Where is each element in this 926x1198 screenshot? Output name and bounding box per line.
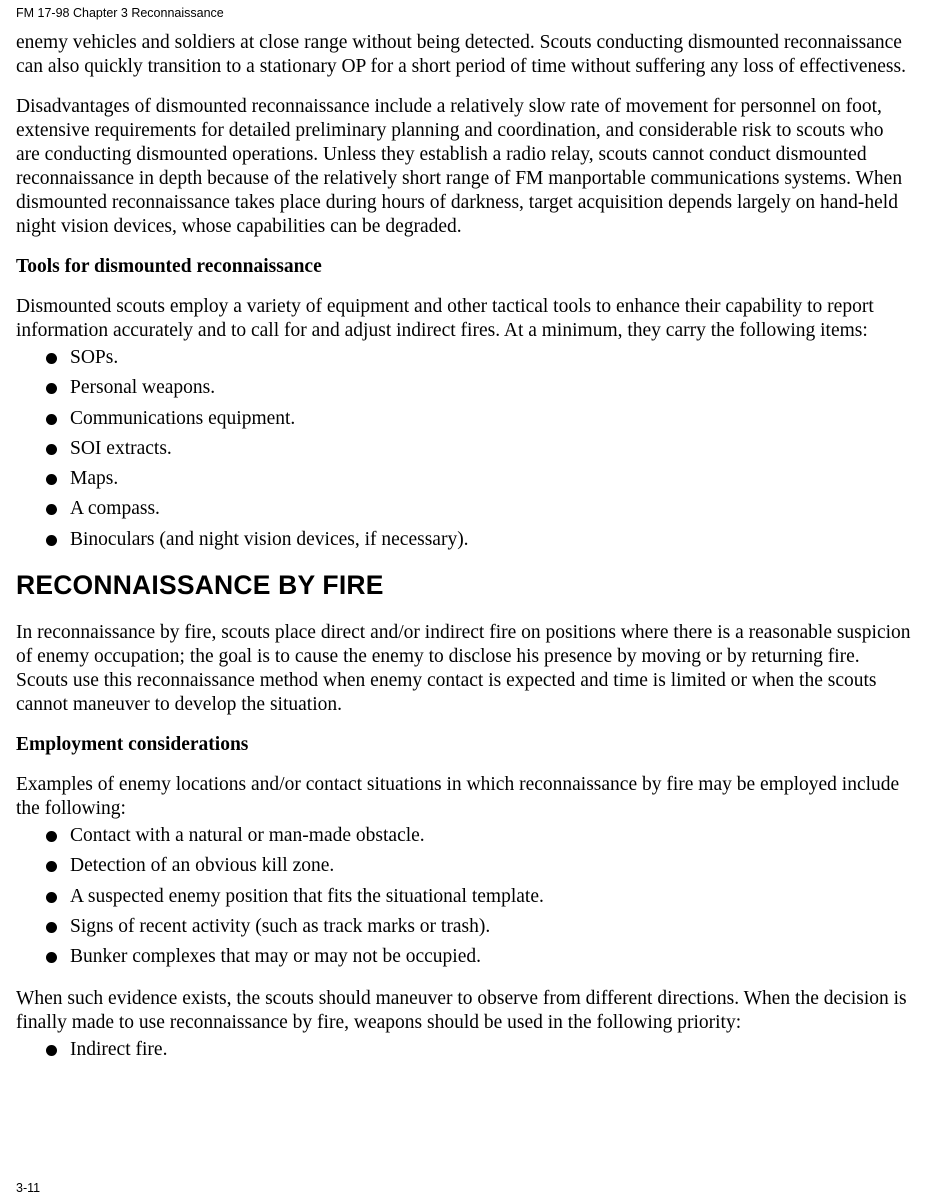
- list-item: [16, 343, 912, 373]
- bullet-icon: [46, 892, 57, 903]
- paragraph-intro-continuation: enemy vehicles and soldiers at close range without being detected. Scouts conducting dismounted reconnaissance can also quickly transition to a stationary OP for a short period of time without suffering any loss of effectiveness.: [16, 32, 906, 77]
- paragraph-disadvantages: Disadvantages of dismounted reconnaissance include a relatively slow rate of movement for personnel on foot, extensive requirements for detailed preliminary planning and coordination, and considerable risk to scouts who are conducting dismounted operations. Unless they establish a radio relay, scouts cannot conduct dismounted reconnaissance in depth because of the relatively short range of FM manportable communications systems. When dismounted reconnaissance takes place during hours of darkness, target acquisition depends largely on hand-held night vision devices, whose capabilities can be degraded.: [16, 96, 903, 237]
- list-item: [16, 434, 912, 464]
- tools-heading: Tools for dismounted reconnaissance: [16, 256, 322, 277]
- bullet-icon: [46, 504, 57, 515]
- list-item-text: Bunker complexes that may or may not be occupied.: [70, 946, 482, 968]
- paragraph-employment-intro: Examples of enemy locations and/or contact situations in which reconnaissance by fire may be employed include the following:: [16, 774, 900, 820]
- running-header: FM 17-98 Chapter 3 Reconnaissance: [16, 6, 224, 20]
- bullet-icon: [46, 952, 57, 963]
- bullet-icon: [46, 353, 57, 364]
- section-heading: RECONNAISSANCE BY FIRE: [16, 570, 384, 601]
- tools-list: [16, 343, 912, 555]
- bullet-icon: [46, 444, 57, 455]
- list-item-text: Signs of recent activity (such as track marks or trash).: [70, 915, 491, 937]
- bullet-icon: [46, 1045, 57, 1056]
- bullet-icon: [46, 383, 57, 394]
- list-item-text: Communications equipment.: [70, 407, 296, 429]
- list-item: [16, 525, 912, 555]
- list-item: [16, 882, 912, 912]
- list-item: [16, 373, 912, 403]
- list-item-text: SOPs.: [70, 347, 119, 368]
- list-item: [16, 942, 912, 972]
- list-item: [16, 1035, 912, 1065]
- list-item-text: Contact with a natural or man-made obstacle.: [70, 825, 425, 847]
- list-item-text: SOI extracts.: [70, 437, 172, 459]
- bullet-icon: [46, 474, 57, 485]
- list-item: [16, 912, 912, 942]
- list-item: [16, 821, 912, 851]
- bullet-icon: [46, 861, 57, 872]
- list-item-text: Detection of an obvious kill zone.: [70, 855, 335, 877]
- list-item: [16, 494, 912, 524]
- list-item: [16, 404, 912, 434]
- page-content: [16, 31, 912, 1079]
- list-item-text: Personal weapons.: [70, 377, 216, 399]
- bullet-icon: [46, 831, 57, 842]
- list-item-text: Indirect fire.: [70, 1038, 168, 1060]
- bullet-icon: [46, 535, 57, 546]
- paragraph-recon-by-fire: In reconnaissance by fire, scouts place direct and/or indirect fire on positions where there is a reasonable suspicion of enemy occupation; the goal is to cause the enemy to disclose his presence by moving or by returning fire. Scouts use this reconnaissance method when enemy contact is expected and time is limited or when the scouts cannot maneuver to develop the situation.: [16, 622, 911, 716]
- list-item-text: A compass.: [70, 498, 160, 520]
- list-item: [16, 851, 912, 881]
- list-item-text: A suspected enemy position that fits the situational template.: [70, 885, 544, 907]
- employment-heading: Employment considerations: [16, 734, 249, 756]
- paragraph-priority: When such evidence exists, the scouts should maneuver to observe from different directions. When the decision is finally made to use reconnaissance by fire, weapons should be used in the following priority:: [16, 987, 907, 1033]
- list-item: [16, 464, 912, 494]
- paragraph-tools-intro: Dismounted scouts employ a variety of equipment and other tactical tools to enhance their capability to report information accurately and to call for and adjust indirect fires. At a minimum, they carry the following items:: [16, 296, 874, 341]
- bullet-icon: [46, 922, 57, 933]
- bullet-icon: [46, 414, 57, 425]
- list-item-text: Binoculars (and night vision devices, if necessary).: [70, 528, 469, 550]
- page-number: 3-11: [16, 1181, 41, 1195]
- priority-list: [16, 1035, 912, 1065]
- list-item-text: Maps.: [70, 468, 119, 490]
- employment-list: [16, 821, 912, 972]
